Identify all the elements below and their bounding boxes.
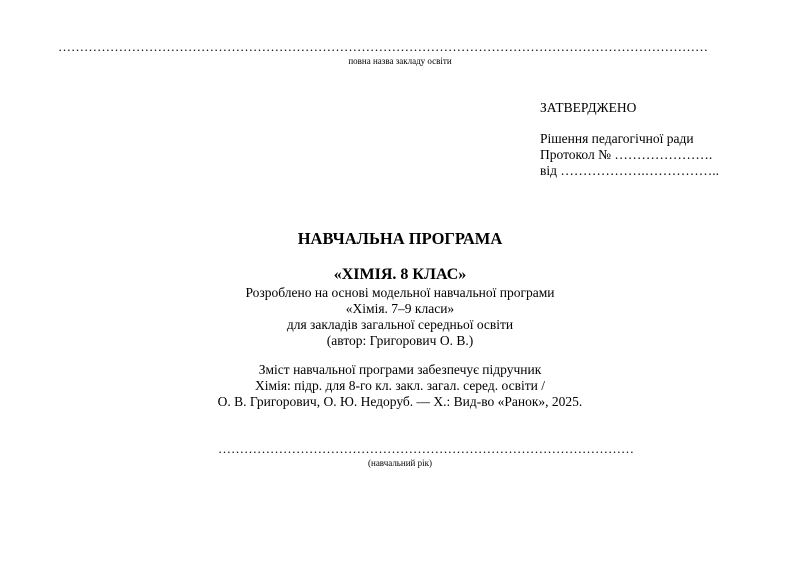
protocol-number: Протокол № …………………. [540,147,713,162]
document-title: НАВЧАЛЬНА ПРОГРАМА [297,229,503,248]
textbook-line: Зміст навчальної програми забезпечує підручник [258,362,542,377]
textbook-reference [0,362,800,410]
approval-block [540,100,719,179]
basis-line: (автор: Григорович О. В.) [326,333,474,348]
textbook-line: О. В. Григорович, О. Ю. Недоруб. — Х.: Вид-во «Ранок», 2025. [217,394,583,409]
academic-year-caption: (навчальний рік) [368,458,432,468]
subject-title: «ХІМІЯ. 8 КЛАС» [333,266,467,283]
basis-line: для закладів загальної середньої освіти [286,317,514,332]
program-basis [0,285,800,349]
approval-title: ЗАТВЕРДЖЕНО [540,100,637,115]
academic-year-line: …………………………………………………………………………………… [218,441,634,456]
textbook-line: Хімія: підр. для 8-го кл. закл. загал. серед. освіти / [255,378,545,393]
council-decision: Рішення педагогічної ради [540,131,694,146]
basis-line: «Хімія. 7–9 класи» [345,301,455,316]
institution-name-line: …………………………………………………………………………………………………………………………………… [58,39,708,54]
basis-line: Розроблено на основі модельної навчальної програми [245,285,555,300]
protocol-date: від ……………….…………….. [540,163,719,178]
institution-name-caption: повна назва закладу освіти [348,56,452,66]
